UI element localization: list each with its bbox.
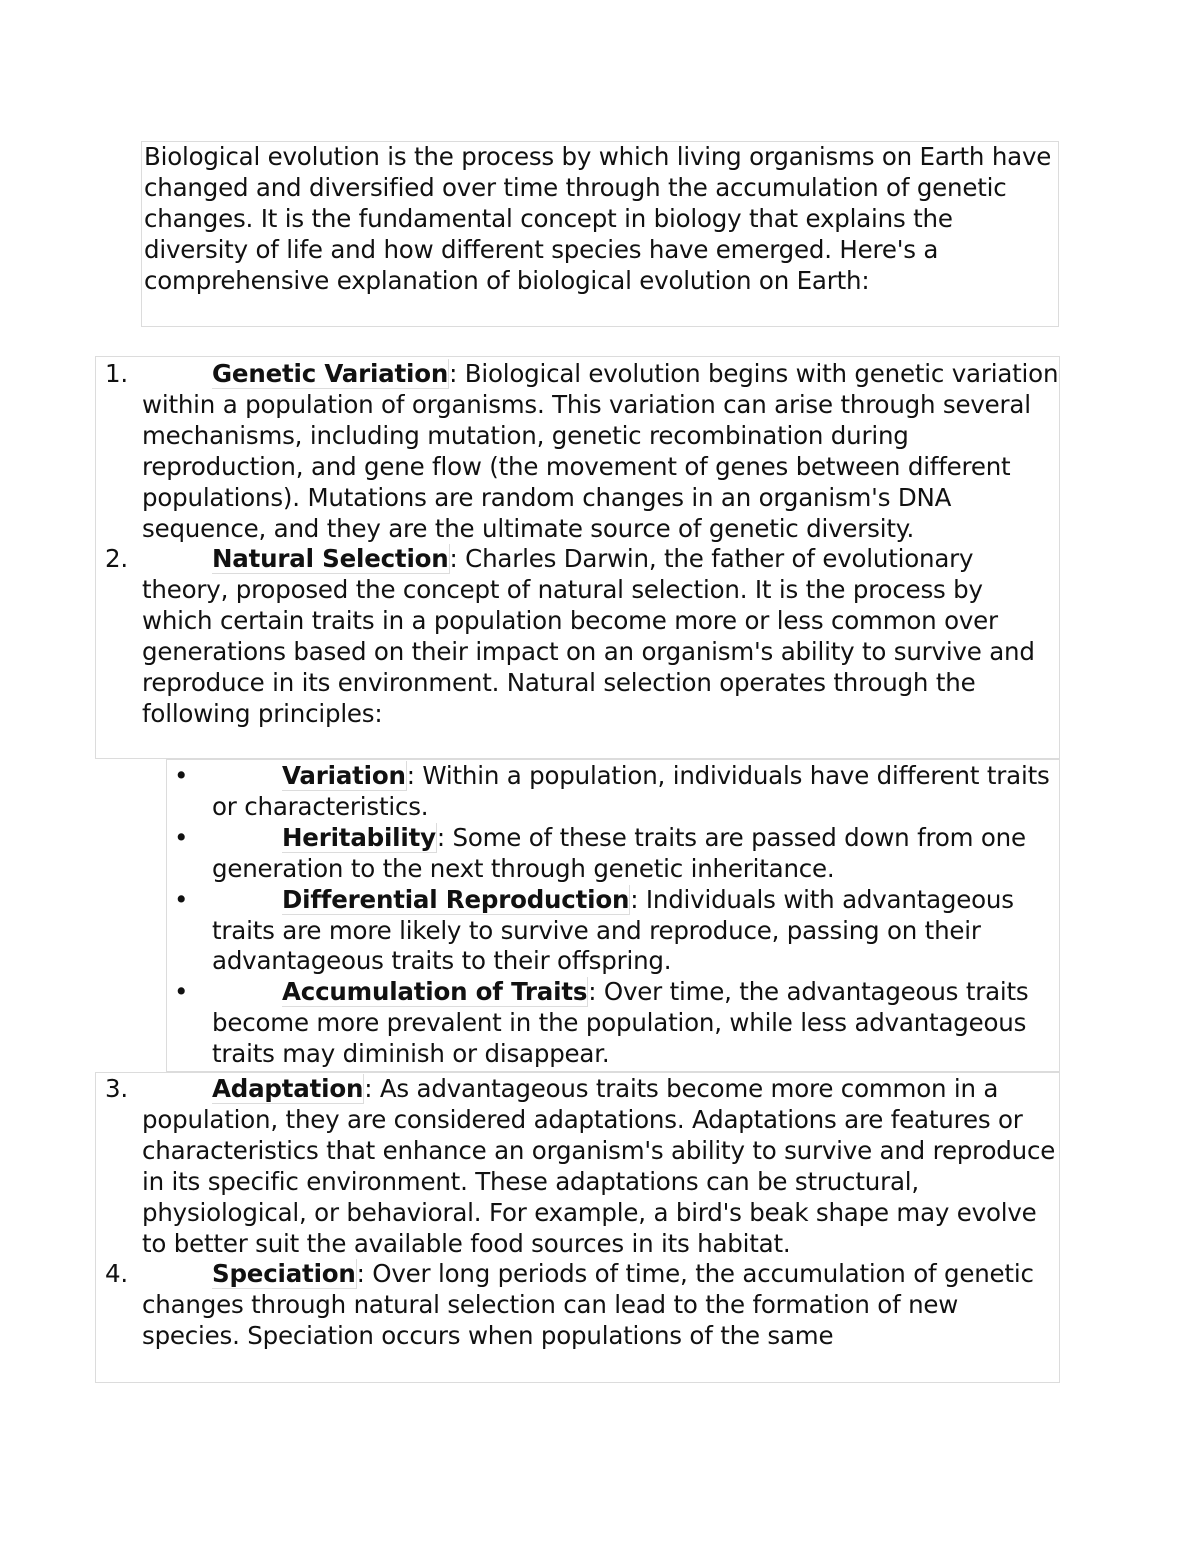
numbered-list-part-2 [95, 1072, 1060, 1383]
term-natural-selection: Natural Selection [212, 544, 449, 574]
sublist-item-variation [167, 761, 1055, 823]
bullet-icon: • [174, 884, 189, 914]
sublist-item-accumulation-of-traits [167, 977, 1055, 1070]
bullet-icon: • [174, 822, 189, 852]
list-number: 4. [105, 1259, 128, 1289]
term-genetic-variation: Genetic Variation [212, 359, 449, 388]
list-item-adaptation [96, 1074, 1059, 1259]
list-item-natural-selection [96, 544, 1059, 729]
term-adaptation: Adaptation [212, 1074, 364, 1103]
item-text: : Some of these traits are passed down from one generation to the next through genetic inheritance. [212, 822, 1026, 883]
numbered-list-part-1 [95, 356, 1060, 759]
list-number: 1. [105, 359, 128, 388]
sublist-item-heritability [167, 823, 1055, 885]
item-text: : As advantageous traits become more common in a population, they are considered adaptations. Adaptations are features or characteristics that enhance an organism's ability to survive and reproduce in its specific environment. These adaptations can be structural, physiological, or behavioral. For example, a bird's beak shape may evolve to better suit the available food sources in its habitat. [142, 1074, 1056, 1258]
item-text: : Within a population, individuals have different traits or characteristics. [212, 761, 1050, 821]
list-item-speciation [96, 1259, 1059, 1352]
list-item-genetic-variation [96, 359, 1059, 544]
sublist-item-differential-reproduction [167, 885, 1055, 978]
item-text: : Charles Darwin, the father of evolutionary theory, proposed the concept of natural selection. It is the process by which certain traits in a population become more or less common over generations based on their impact on an organism's ability to survive and reproduce in its environment. Natural selection operates through the following principles: [142, 544, 1035, 728]
intro-paragraph: Biological evolution is the process by which living organisms on Earth have changed and diversified over time through the accumulation of genetic changes. It is the fundamental concept in biology that explains the diversity of life and how different species have emerged. Here's a comprehensive explanation of biological evolution on Earth: [141, 141, 1059, 327]
bullet-icon: • [174, 977, 189, 1007]
item-text: : Over long periods of time, the accumulation of genetic changes through natural selection can lead to the formation of new species. Speciation occurs when populations of the same [142, 1259, 1034, 1351]
list-number: 3. [105, 1074, 128, 1103]
item-text: : Individuals with advantageous traits are more likely to survive and reproduce, passing on their advantageous traits to their offspring. [212, 884, 1014, 976]
bullet-icon: • [174, 761, 189, 790]
term-heritability: Heritability [282, 822, 436, 852]
term-accumulation-of-traits: Accumulation of Traits [282, 977, 588, 1007]
term-variation: Variation [282, 761, 406, 790]
list-number: 2. [105, 544, 128, 574]
item-text: : Over time, the advantageous traits become more prevalent in the population, while less advantageous traits may diminish or disappear. [212, 977, 1029, 1069]
bullet-sublist [166, 759, 1060, 1072]
term-speciation: Speciation [212, 1259, 356, 1289]
item-text: : Biological evolution begins with genetic variation within a population of organisms. This variation can arise through several mechanisms, including mutation, genetic recombination during reproduction, and gene flow (the movement of genes between different populations). Mutations are random changes in an organism's DNA sequence, and they are the ultimate source of genetic diversity. [142, 359, 1059, 543]
term-differential-reproduction: Differential Reproduction [282, 884, 630, 914]
